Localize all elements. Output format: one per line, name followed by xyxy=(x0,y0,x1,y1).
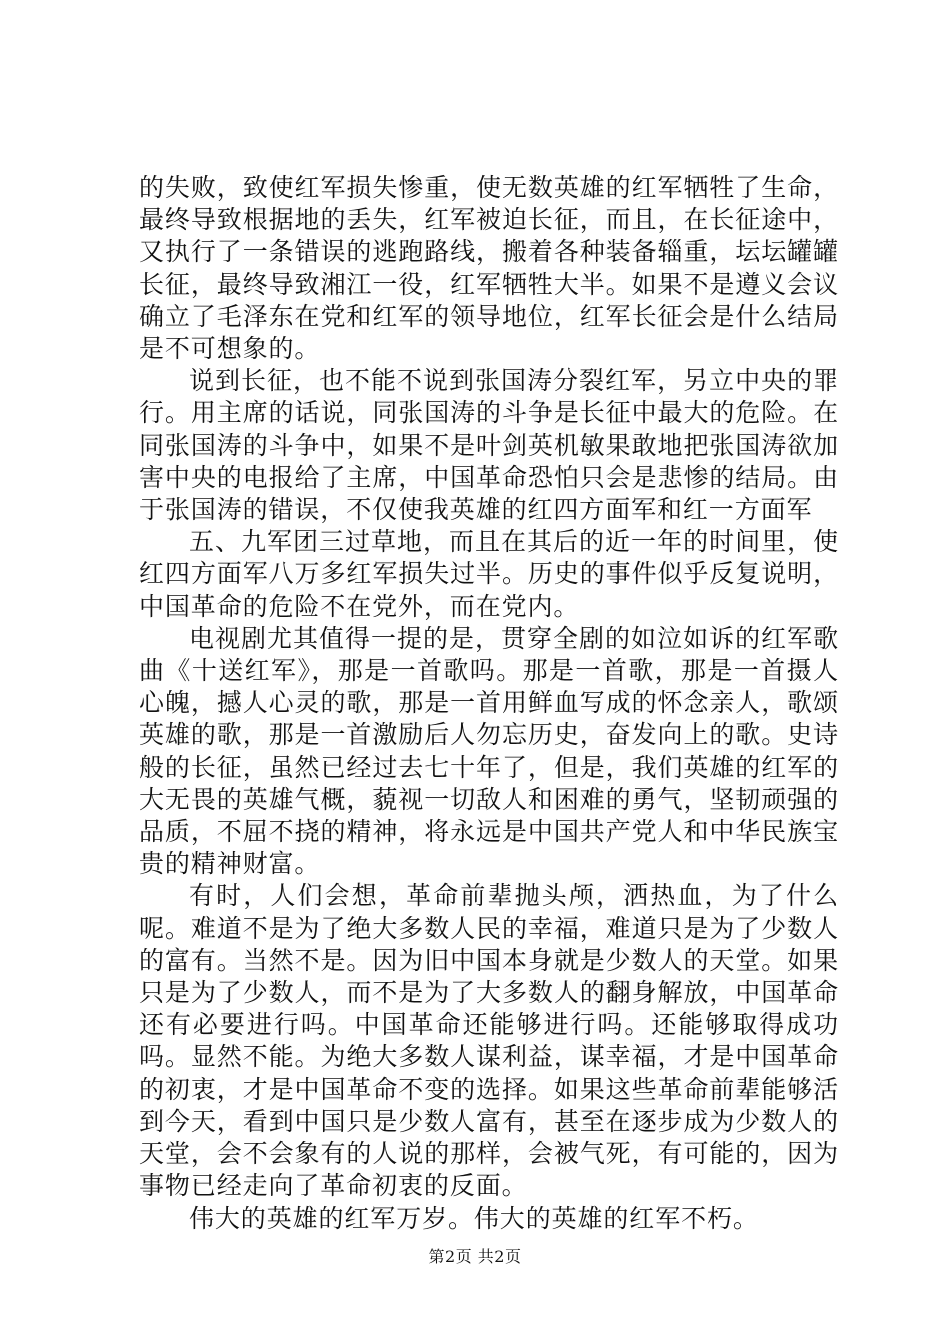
paragraph-1: 的失败，致使红军损失惨重，使无数英雄的红军牺牲了生命，最终导致根据地的丢失，红军被迫长征，而且，在长征途中，又执行了一条错误的逃跑路线，搬着各种装备辎重，坛坛罐罐长征，最终导致湘江一役，红军牺牲大半。如果不是遵义会议确立了毛泽东在党和红军的领导地位，红军长征会是什么结局是不可想象的。 xyxy=(139,173,839,364)
document-body xyxy=(139,172,839,1235)
page-number-footer: 第2页 共2页 xyxy=(428,1247,522,1266)
paragraph-6: 伟大的英雄的红军万岁。伟大的英雄的红军不朽。 xyxy=(189,1203,759,1233)
paragraph-5: 有时，人们会想，革命前辈抛头颅，洒热血，为了什么呢。难道不是为了绝大多数人民的幸福，难道只是为了少数人的富有。当然不是。因为旧中国本身就是少数人的天堂。如果只是为了少数人，而不是为了大多数人的翻身解放，中国革命还有必要进行吗。中国革命还能够进行吗。还能够取得成功吗。显然不能。为绝大多数人谋利益，谋幸福，才是中国革命的初衷，才是中国革命不变的选择。如果这些革命前辈能够活到今天，看到中国只是少数人富有，甚至在逐步成为少数人的天堂，会不会象有的人说的那样，会被气死，有可能的，因为事物已经走向了革命初衷的反面。 xyxy=(139,881,839,1201)
paragraph-3: 五、九军团三过草地，而且在其后的近一年的时间里，使红四方面军八万多红军损失过半。历史的事件似乎反复说明，中国革命的危险不在党外，而在党内。 xyxy=(139,527,839,621)
paragraph-2: 说到长征，也不能不说到张国涛分裂红军，另立中央的罪行。用主席的话说，同张国涛的斗争是长征中最大的危险。在同张国涛的斗争中，如果不是叶剑英机敏果敢地把张国涛欲加害中央的电报给了主席，中国革命恐怕只会是悲惨的结局。由于张国涛的错误，不仅使我英雄的红四方面军和红一方面军 xyxy=(139,366,839,525)
paragraph-4: 电视剧尤其值得一提的是，贯穿全剧的如泣如诉的红军歌曲《十送红军》，那是一首歌吗。那是一首歌，那是一首摄人心魄，撼人心灵的歌，那是一首用鲜血写成的怀念亲人，歌颂英雄的歌，那是一首激励后人勿忘历史，奋发向上的歌。史诗般的长征，虽然已经过去七十年了，但是，我们英雄的红军的大无畏的英雄气概，藐视一切敌人和困难的勇气，坚韧顽强的品质，不屈不挠的精神，将永远是中国共产党人和中华民族宝贵的精神财富。 xyxy=(139,623,839,879)
